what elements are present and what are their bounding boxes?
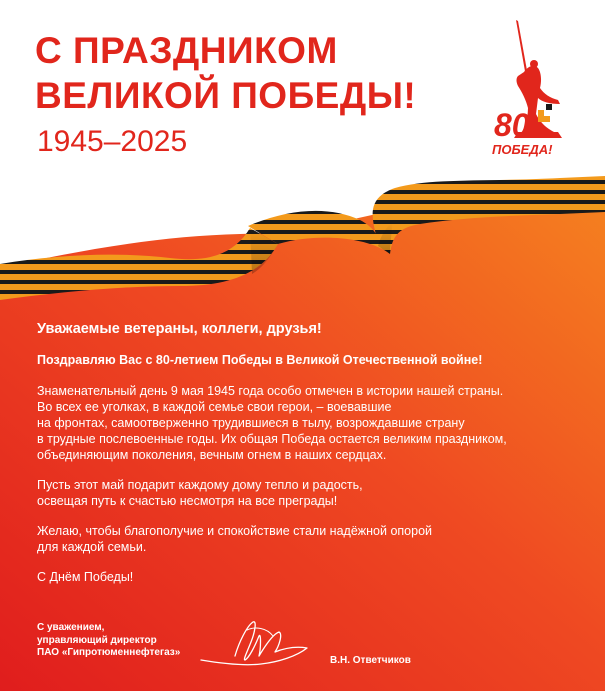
letter-body (37, 320, 582, 599)
letter-closing: С Днём Победы! (37, 570, 134, 584)
page-title (35, 28, 416, 118)
handwritten-signature (195, 612, 335, 672)
emblem-number: 80 (494, 107, 530, 143)
victory-80-logo (488, 18, 578, 160)
paragraph-line: Пусть этот май подарит каждому дому тепло и радость, (37, 478, 363, 492)
paragraph-line: для каждой семьи. (37, 540, 147, 554)
paragraph-line: объединяющим поколения, вечным огнем в наших сердцах. (37, 448, 387, 462)
signature-company: ПАО «Гипротюменнефтегаз» (37, 647, 181, 658)
letter-lead: Поздравляю Вас с 80-летием Победы в Великой Отечественной войне! (37, 353, 483, 367)
st-george-ribbon (0, 168, 605, 318)
signatory-name: В.Н. Ответчиков (330, 655, 411, 666)
letter-greeting: Уважаемые ветераны, коллеги, друзья! (37, 321, 322, 337)
title-line-2: ВЕЛИКОЙ ПОБЕДЫ! (35, 75, 417, 116)
paragraph-line: на фронтах, самоотверженно трудившиеся в тылу, возрождавшие страну (37, 416, 465, 430)
paragraph-line: Знаменательный день 9 мая 1945 года особо отмечен в истории нашей страны. (37, 384, 504, 398)
title-line-1: С ПРАЗДНИКОМ (35, 30, 338, 71)
paragraph-line: освещая путь к счастью несмотря на все преграды! (37, 494, 338, 508)
anniversary-years: 1945–2025 (37, 125, 188, 158)
letter-paragraph-2 (37, 477, 582, 509)
paragraph-line: Во всех ее уголках, в каждой семье свои герои, – воевавшие (37, 400, 392, 414)
paragraph-line: Желаю, чтобы благополучие и спокойствие стали надёжной опорой (37, 524, 433, 538)
letter-paragraph-3 (37, 523, 582, 555)
signature-block (37, 622, 180, 660)
emblem-word: ПОБЕДА! (492, 142, 553, 157)
signature-position: управляющий директор (37, 634, 157, 646)
signature-regards: С уважением, (37, 622, 105, 633)
paragraph-line: в трудные послевоенные годы. Их общая Победа остается великим праздником, (37, 432, 507, 446)
letter-paragraph-1 (37, 383, 582, 463)
